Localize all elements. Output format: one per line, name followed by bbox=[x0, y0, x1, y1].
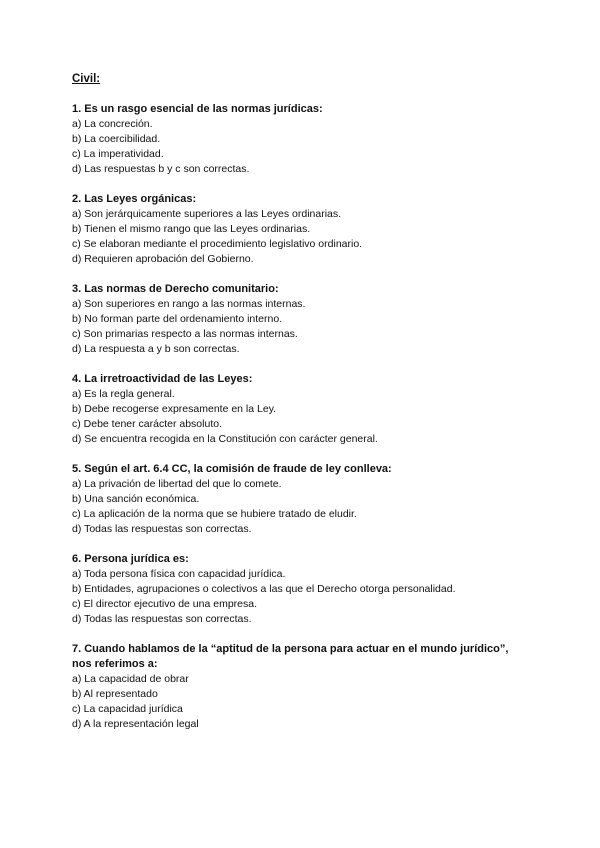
option-a: a) Son superiores en rango a las normas internas. bbox=[72, 298, 306, 310]
option-b: b) Tienen el mismo rango que las Leyes ordinarias. bbox=[72, 223, 311, 235]
option-a: a) La privación de libertad del que lo comete. bbox=[72, 478, 282, 490]
question-4 bbox=[72, 372, 542, 447]
option-d: d) Todas las respuestas son correctas. bbox=[72, 523, 252, 535]
question-title-line-1: 7. Cuando hablamos de la “aptitud de la persona para actuar en el mundo jurídico”, bbox=[72, 643, 509, 655]
option-a: a) Es la regla general. bbox=[72, 388, 175, 400]
question-title: 5. Según el art. 6.4 CC, la comisión de fraude de ley conlleva: bbox=[72, 463, 392, 475]
section-title: Civil: bbox=[72, 73, 101, 85]
option-d: d) Todas las respuestas son correctas. bbox=[72, 613, 252, 625]
option-b: b) No forman parte del ordenamiento interno. bbox=[72, 313, 283, 325]
question-5 bbox=[72, 462, 542, 537]
option-d: d) La respuesta a y b son correctas. bbox=[72, 343, 240, 355]
question-7 bbox=[72, 642, 542, 732]
question-title-line-2: nos referimos a: bbox=[72, 658, 158, 670]
option-c: c) Se elaboran mediante el procedimiento legislativo ordinario. bbox=[72, 238, 363, 250]
question-title: 4. La irretroactividad de las Leyes: bbox=[72, 373, 253, 385]
question-title: 2. Las Leyes orgánicas: bbox=[72, 193, 197, 205]
option-d: d) Las respuestas b y c son correctas. bbox=[72, 163, 250, 175]
option-d: d) A la representación legal bbox=[72, 718, 199, 730]
option-c: c) El director ejecutivo de una empresa. bbox=[72, 598, 258, 610]
option-b: b) Al representado bbox=[72, 688, 158, 700]
option-a: a) La concreción. bbox=[72, 118, 153, 130]
option-b: b) Entidades, agrupaciones o colectivos a las que el Derecho otorga personalidad. bbox=[72, 583, 456, 595]
option-b: b) La coercibilidad. bbox=[72, 133, 161, 145]
question-1 bbox=[72, 102, 542, 177]
option-b: b) Una sanción económica. bbox=[72, 493, 200, 505]
question-3 bbox=[72, 282, 542, 357]
option-c: c) Debe tener carácter absoluto. bbox=[72, 418, 222, 430]
option-c: c) La aplicación de la norma que se hubiere tratado de eludir. bbox=[72, 508, 357, 520]
question-title: 6. Persona jurídica es: bbox=[72, 553, 189, 565]
option-c: c) Son primarias respecto a las normas internas. bbox=[72, 328, 298, 340]
option-a: a) Son jerárquicamente superiores a las Leyes ordinarias. bbox=[72, 208, 342, 220]
question-title: 1. Es un rasgo esencial de las normas jurídicas: bbox=[72, 103, 323, 115]
option-a: a) Toda persona física con capacidad jurídica. bbox=[72, 568, 286, 580]
option-c: c) La capacidad jurídica bbox=[72, 703, 183, 715]
question-2 bbox=[72, 192, 542, 267]
option-d: d) Requieren aprobación del Gobierno. bbox=[72, 253, 254, 265]
option-a: a) La capacidad de obrar bbox=[72, 673, 189, 685]
question-title: 3. Las normas de Derecho comunitario: bbox=[72, 283, 279, 295]
option-c: c) La imperatividad. bbox=[72, 148, 164, 160]
exam-page bbox=[72, 72, 542, 747]
option-d: d) Se encuentra recogida en la Constitución con carácter general. bbox=[72, 433, 378, 445]
option-b: b) Debe recogerse expresamente en la Ley. bbox=[72, 403, 277, 415]
question-6 bbox=[72, 552, 542, 627]
